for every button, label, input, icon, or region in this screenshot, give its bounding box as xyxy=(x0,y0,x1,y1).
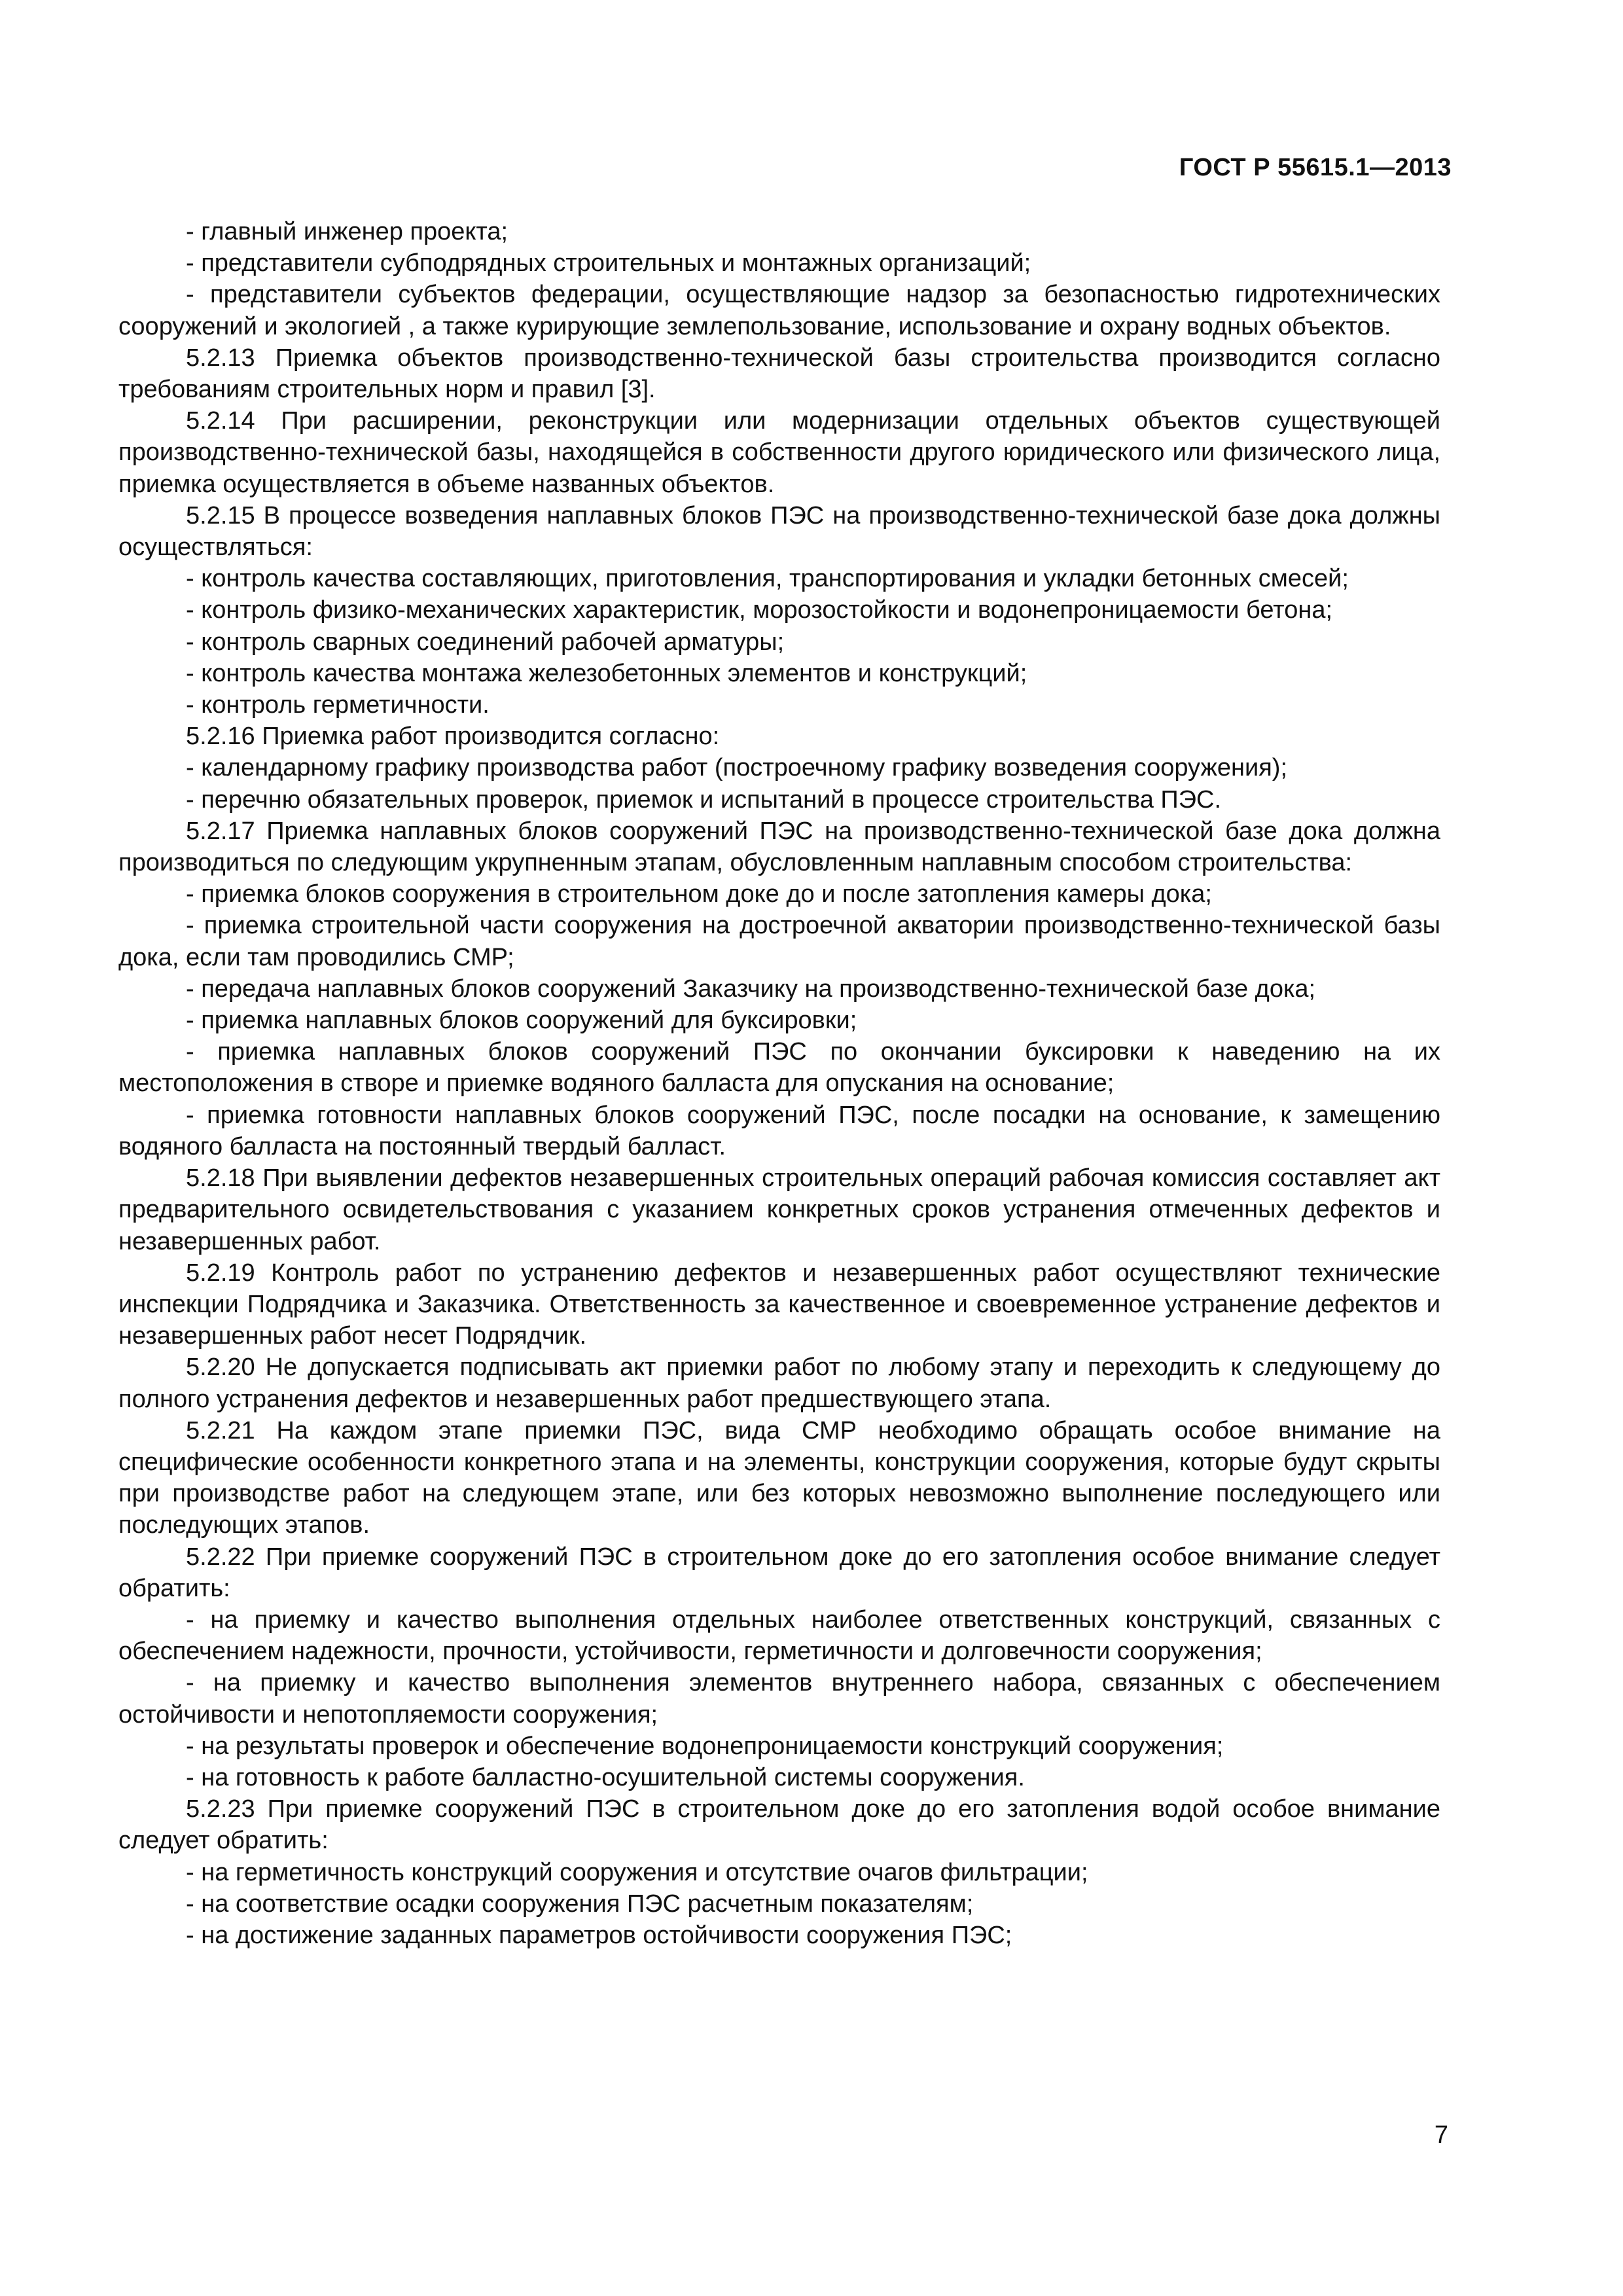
list-item: - календарному графику производства работ (построечному графику возведения сооружения); xyxy=(186,754,1288,782)
clause-5-2-22: 5.2.22 При приемке сооружений ПЭС в строительном доке до его затопления особое внимание следует обратить: xyxy=(118,1543,1440,1602)
list-item: - контроль герметичности. xyxy=(186,691,490,719)
clause-5-2-18: 5.2.18 При выявлении дефектов незавершенных строительных операций рабочая комиссия составляет акт предварительного освидетельствования с указанием конкретных сроков устранения отмеченных дефектов и незавершенных работ. xyxy=(118,1164,1440,1255)
list-item: - представители субъектов федерации, осуществляющие надзор за безопасностью гидротехнических сооружений и экологией , а также курирующие землепользование, использование и охрану водных объектов. xyxy=(118,281,1440,340)
page-number: 7 xyxy=(1434,2121,1448,2149)
clause-5-2-17: 5.2.17 Приемка наплавных блоков сооружений ПЭС на производственно-технической базе дока должна производиться по следующим укрупненным этапам, обусловленным наплавным способом строительства: xyxy=(118,817,1440,877)
list-item: - на приемку и качество выполнения отдельных наиболее ответственных конструкций, связанных с обеспечением надежности, прочности, устойчивости, герметичности и долговечности сооружения; xyxy=(118,1605,1440,1666)
clause-5-2-15: 5.2.15 В процессе возведения наплавных блоков ПЭС на производственно-технической базе дока должны осуществляться: xyxy=(118,501,1440,562)
clause-5-2-14: 5.2.14 При расширении, реконструкции или модернизации отдельных объектов существующей производственно-технической базы, находящейся в собственности другого юридического или физического лица, приемка осуществляется в объеме названных объектов. xyxy=(118,407,1440,498)
list-item: - на результаты проверок и обеспечение водонепроницаемости конструкций сооружения; xyxy=(186,1732,1224,1760)
clause-5-2-13: 5.2.13 Приемка объектов производственно-технической базы строительства производится согласно требованиям строительных норм и правил [3]. xyxy=(118,344,1440,404)
document-body xyxy=(118,216,1440,1951)
list-item: - приемка наплавных блоков сооружений для буксировки; xyxy=(186,1007,857,1035)
list-item: - приемка наплавных блоков сооружений ПЭС по окончании буксировки к наведению на их местоположения в створе и приемке водяного балласта для опускания на основание; xyxy=(118,1038,1440,1098)
clause-5-2-23: 5.2.23 При приемке сооружений ПЭС в строительном доке до его затопления водой особое внимание следует обратить: xyxy=(118,1795,1440,1855)
clause-5-2-16: 5.2.16 Приемка работ производится согласно: xyxy=(186,723,720,751)
list-item: - контроль сварных соединений рабочей арматуры; xyxy=(186,628,785,656)
list-item: - на достижение заданных параметров остойчивости сооружения ПЭС; xyxy=(186,1921,1012,1949)
clause-5-2-20: 5.2.20 Не допускается подписывать акт приемки работ по любому этапу и переходить к следующему до полного устранения дефектов и незавершенных работ предшествующего этапа. xyxy=(118,1354,1440,1413)
list-item: - перечню обязательных проверок, приемок и испытаний в процессе строительства ПЭС. xyxy=(186,785,1222,814)
list-item: - на соответствие осадки сооружения ПЭС расчетным показателям; xyxy=(186,1890,974,1918)
list-item: - на герметичность конструкций сооружения и отсутствие очагов фильтрации; xyxy=(186,1858,1088,1886)
clause-5-2-21: 5.2.21 На каждом этапе приемки ПЭС, вида СМР необходимо обращать особое внимание на специфические особенности конкретного этапа и на элементы, конструкции сооружения, которые будут скрыты при производстве работ на следующем этапе, или без которых невозможно выполнение последующего или последующих этапов. xyxy=(118,1416,1440,1539)
list-item: - приемка блоков сооружения в строительном доке до и после затопления камеры дока; xyxy=(186,880,1212,908)
list-item: - приемка готовности наплавных блоков сооружений ПЭС, после посадки на основание, к замещению водяного балласта на постоянный твердый балласт. xyxy=(118,1101,1440,1160)
list-item: - на приемку и качество выполнения элементов внутреннего набора, связанных с обеспечением остойчивости и непотопляемости сооружения; xyxy=(118,1669,1440,1729)
list-item: - контроль качества монтажа железобетонных элементов и конструкций; xyxy=(186,659,1027,687)
list-item: - приемка строительной части сооружения на достроечной акватории производственно-технической базы дока, если там проводились СМР; xyxy=(118,912,1440,971)
list-item: - контроль физико-механических характеристик, морозостойкости и водонепроницаемости бетона; xyxy=(186,596,1333,624)
list-item: - представители субподрядных строительных и монтажных организаций; xyxy=(186,249,1031,278)
list-item: - на готовность к работе балластно-осушительной системы сооружения. xyxy=(186,1763,1025,1791)
list-item: - передача наплавных блоков сооружений Заказчику на производственно-технической базе дока; xyxy=(186,975,1316,1003)
list-item: - главный инженер проекта; xyxy=(186,218,508,245)
list-item: - контроль качества составляющих, приготовления, транспортирования и укладки бетонных смесей; xyxy=(186,565,1349,593)
clause-5-2-19: 5.2.19 Контроль работ по устранению дефектов и незавершенных работ осуществляют технические инспекции Подрядчика и Заказчика. Ответственность за качественное и своевременное устранение дефектов и незавершенных работ несет Подрядчик. xyxy=(118,1259,1440,1350)
document-code-header: ГОСТ Р 55615.1—2013 xyxy=(1179,154,1452,181)
